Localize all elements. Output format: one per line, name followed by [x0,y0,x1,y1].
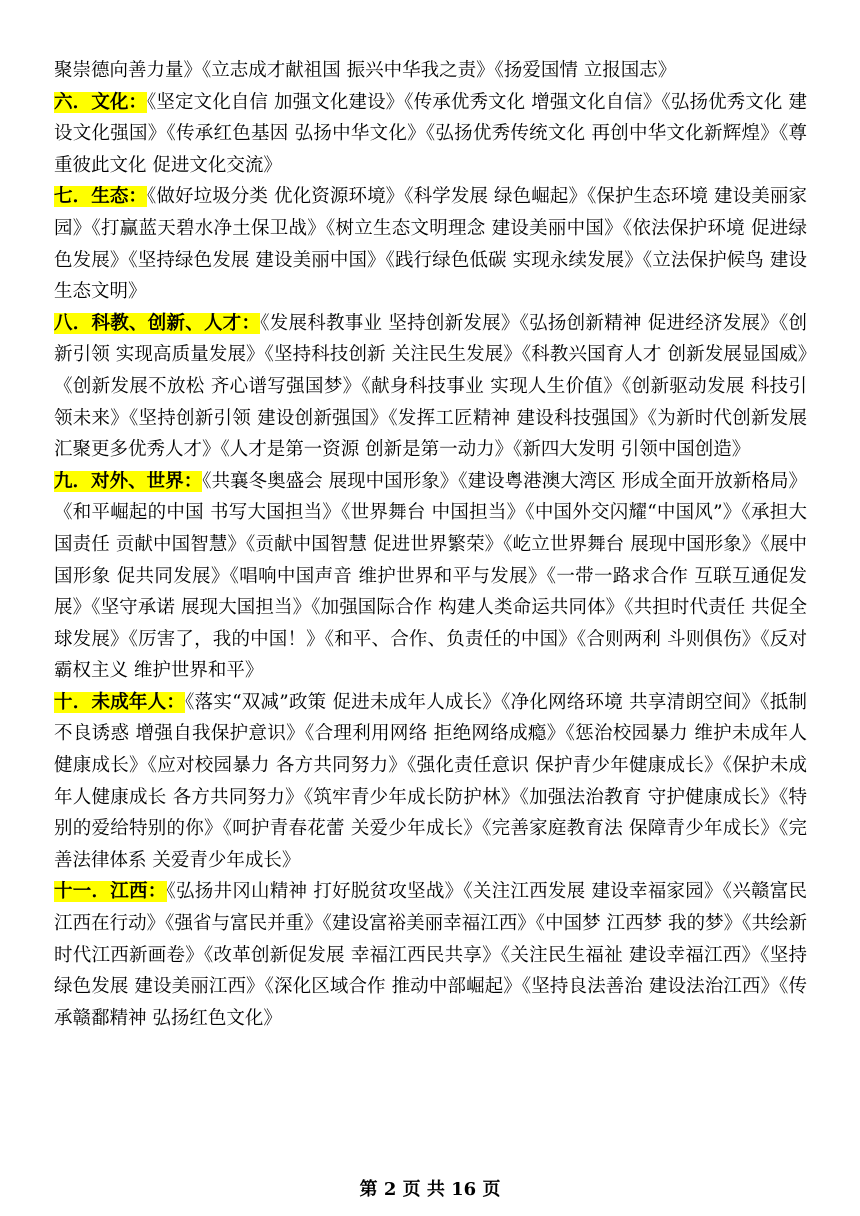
paragraph-jiangxi [54,876,807,1034]
paragraph-text: 《坚定文化自信 加强文化建设》《传承优秀文化 增强文化自信》《弘扬优秀文化 建设文化强国》《传承红色基因 弘扬中华文化》《弘扬优秀传统文化 再创中华文化新辉煌》《尊重彼此文化 促进文化交流》 [54,91,807,176]
document-body [54,55,807,1034]
paragraph-foreign-world [54,466,807,687]
section-heading-jiangxi: 十一．江西： [54,881,167,903]
section-heading-science-innovation: 八．科教、创新、人才： [54,312,261,334]
paragraph-text: 《做好垃圾分类 优化资源环境》《科学发展 绿色崛起》《保护生态环境 建设美丽家园》《打赢蓝天碧水净土保卫战》《树立生态文明理念 建设美丽中国》《依法保护环境 促进绿色发展》《坚持绿色发展 建设美丽中国》《践行绿色低碳 实现永续发展》《立法保护候鸟 建设生态文明》 [54,186,807,303]
section-heading-culture: 六．文化： [54,91,148,113]
section-heading-foreign-world: 九．对外、世界： [54,470,203,492]
page-footer: 第 2 页 共 16 页 [359,1179,501,1200]
paragraph-ecology [54,181,807,307]
paragraph-text: 《共襄冬奥盛会 展现中国形象》《建设粤港澳大湾区 形成全面开放新格局》《和平崛起的中国 书写大国担当》《世界舞台 中国担当》《中国外交闪耀“中国风”》《承担大国责任 贡献中国智慧》《贡献中国智慧 促进世界繁荣》《屹立世界舞台 展现中国形象》《展中国形象 促共同发展》《唱响中国声音 维护世界和平与发展》《一带一路求合作 互联互通促发展》《坚守承诺 展现大国担当》《加强国际合作 构建人类命运共同体》《共担时代责任 共促全球发展》《厉害了，我的中国！》《和平、合作、负责任的中国》《合则两利 斗则俱伤》《反对霸权主义 维护世界和平》 [54,470,807,682]
paragraph-text: 《发展科教事业 坚持创新发展》《弘扬创新精神 促进经济发展》《创新引领 实现高质量发展》《坚持科技创新 关注民生发展》《科教兴国育人才 创新发展显国威》《创新发展不放松 齐心谱写强国梦》《献身科技事业 实现人生价值》《创新驱动发展 科技引领未来》《坚持创新引领 建设创新强国》《发挥工匠精神 建设科技强国》《为新时代创新发展汇聚更多优秀人才》《人才是第一资源 创新是第一动力》《新四大发明 引领中国创造》 [54,312,807,461]
section-heading-minors: 十．未成年人： [54,691,186,713]
paragraph-continuation [54,55,807,87]
paragraph-culture [54,87,807,182]
paragraph-science-innovation [54,308,807,466]
paragraph-text: 《弘扬井冈山精神 打好脱贫攻坚战》《关注江西发展 建设幸福家园》《兴赣富民 江西在行动》《强省与富民并重》《建设富裕美丽幸福江西》《中国梦 江西梦 我的梦》《共绘新时代江西新画卷》《改革创新促发展 幸福江西民共享》《关注民生福祉 建设幸福江西》《坚持绿色发展 建设美丽江西》《深化区域合作 推动中部崛起》《坚持良法善治 建设法治江西》《传承赣鄱精神 弘扬红色文化》 [54,881,807,1029]
paragraph-minors [54,687,807,877]
paragraph-text: 聚崇德向善力量》《立志成才献祖国 振兴中华我之责》《扬爱国情 立报国志》 [54,60,677,81]
section-heading-ecology: 七．生态： [54,186,148,208]
paragraph-text: 《落实“双减”政策 促进未成年人成长》《净化网络环境 共享清朗空间》《抵制不良诱惑 增强自我保护意识》《合理利用网络 拒绝网络成瘾》《惩治校园暴力 维护未成年人健康成长》《应对校园暴力 各方共同努力》《强化责任意识 保护青少年健康成长》《保护未成年人健康成长 各方共同努力》《筑牢青少年成长防护林》《加强法治教育 守护健康成长》《特别的爱给特别的你》《呵护青春花蕾 关爱少年成长》《完善家庭教育法 保障青少年成长》《完善法律体系 关爱青少年成长》 [54,691,807,871]
